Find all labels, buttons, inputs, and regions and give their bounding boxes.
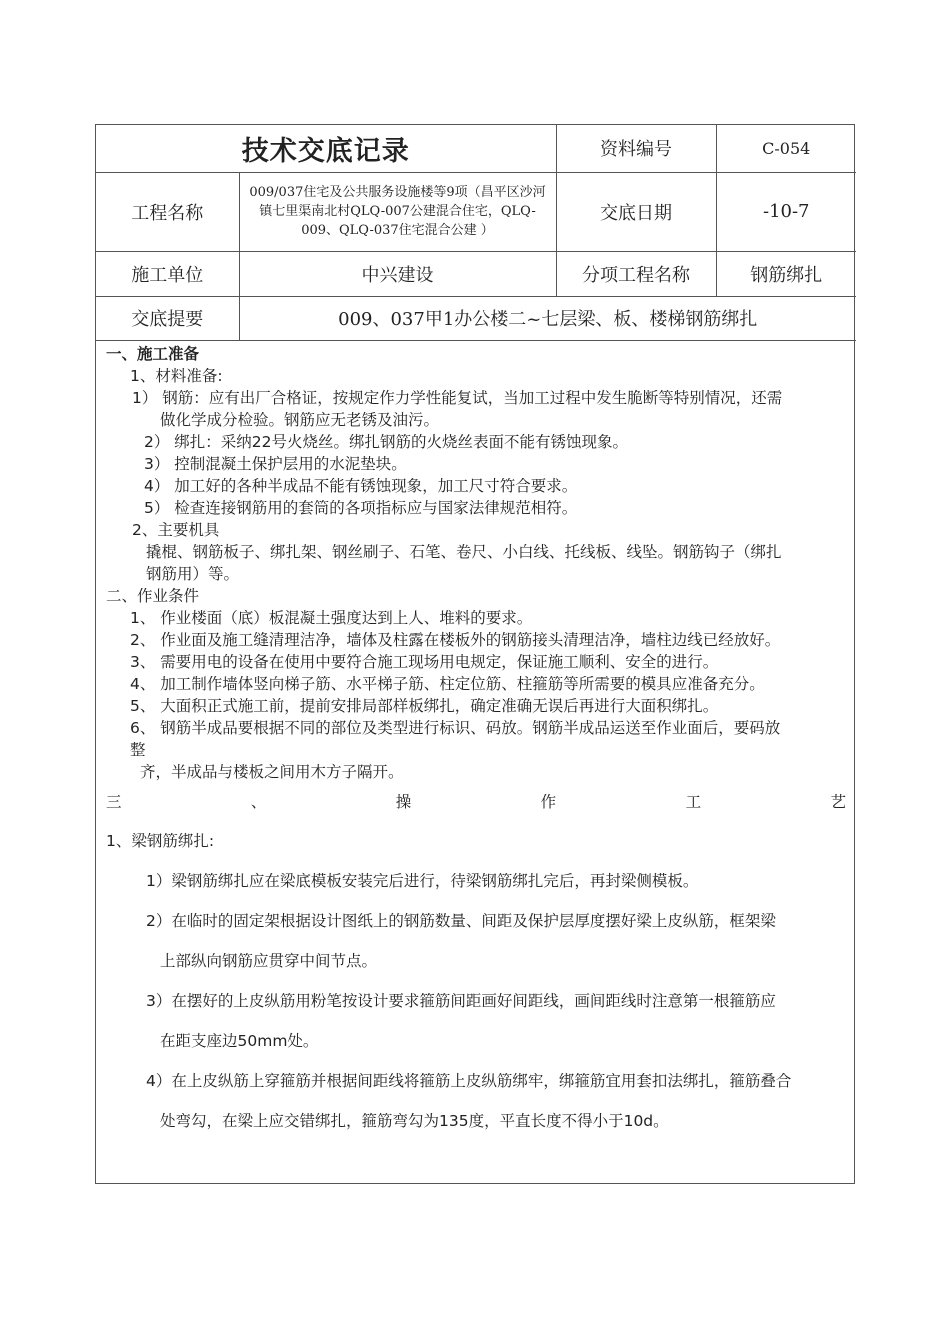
heading-char: 、 xyxy=(250,793,267,811)
subproject-label: 分项工程名称 xyxy=(556,251,716,296)
doc-no-label: 资料编号 xyxy=(556,125,716,172)
subproject-value: 钢筋绑扎 xyxy=(716,251,856,296)
heading-char: 工 xyxy=(685,793,702,811)
list-item: 5） 检查连接钢筋用的套筒的各项指标应与国家法律规范相符。 xyxy=(144,499,578,517)
list-item-cont: 齐，半成品与楼板之间用木方子隔开。 xyxy=(140,763,404,781)
heading-char: 三 xyxy=(106,793,122,811)
list-item: 2、 作业面及施工缝清理洁净，墙体及柱露在楼板外的钢筋接头清理洁净，墙柱边线已经放好。 xyxy=(130,631,781,649)
heading-char: 操 xyxy=(395,793,412,811)
list-item: 撬棍、钢筋板子、绑扎架、钢丝刷子、石笔、卷尺、小白线、托线板、线坠。钢筋钩子（绑扎 xyxy=(146,543,782,561)
tech-briefing-form xyxy=(95,124,855,1184)
project-value: 009/037住宅及公共服务设施楼等9项（昌平区沙河镇七里渠南北村QLQ-007公建混合住宅，QLQ-009、QLQ-037住宅混合公建 ） xyxy=(239,172,556,251)
list-item-cont: 在距支座边50mm处。 xyxy=(160,1032,319,1050)
heading-char: 艺 xyxy=(830,793,846,811)
list-item: 3、 需要用电的设备在使用中要符合施工现场用电规定，保证施工顺利、安全的进行。 xyxy=(130,653,719,671)
project-label: 工程名称 xyxy=(96,172,239,251)
list-item: 4） 加工好的各种半成品不能有锈蚀现象，加工尺寸符合要求。 xyxy=(144,477,578,495)
subsection-heading: 1、梁钢筋绑扎: xyxy=(106,832,215,850)
list-item: 1）梁钢筋绑扎应在梁底模板安装完后进行，待梁钢筋绑扎完后，再封梁侧模板。 xyxy=(146,872,699,890)
operations-section xyxy=(106,821,846,1141)
list-item-cont: 整 xyxy=(130,741,146,759)
list-item-cont: 上部纵向钢筋应贯穿中间节点。 xyxy=(160,952,378,970)
briefing-content xyxy=(106,343,846,1141)
doc-no-value: C-054 xyxy=(716,125,856,172)
summary-value: 009、037甲1办公楼二~七层梁、板、楼梯钢筋绑扎 xyxy=(239,296,856,340)
summary-label: 交底提要 xyxy=(96,296,239,340)
list-item-cont: 做化学成分检验。钢筋应无老锈及油污。 xyxy=(160,411,440,429)
unit-label: 施工单位 xyxy=(96,251,239,296)
list-item: 2）在临时的固定架根据设计图纸上的钢筋数量、间距及保护层厚度摆好梁上皮纵筋，框架梁 xyxy=(146,912,776,930)
page-title: 技术交底记录 xyxy=(96,125,556,172)
header-table xyxy=(96,125,856,341)
date-label: 交底日期 xyxy=(556,172,716,251)
unit-value: 中兴建设 xyxy=(239,251,556,296)
list-item: 4）在上皮纵筋上穿箍筋并根据间距线将箍筋上皮纵筋绑牢，绑箍筋宜用套扣法绑扎，箍筋叠合 xyxy=(146,1072,792,1090)
heading-char: 作 xyxy=(540,793,557,811)
section-heading: 二、作业条件 xyxy=(106,587,200,605)
section-heading: 一、施工准备 xyxy=(106,345,200,363)
list-item: 3）在摆好的上皮纵筋用粉笔按设计要求箍筋间距画好间距线，画间距线时注意第一根箍筋应 xyxy=(146,992,776,1010)
list-item: 1） 钢筋：应有出厂合格证，按规定作力学性能复试，当加工过程中发生脆断等特别情况，还需 xyxy=(132,389,783,407)
section-heading-spread xyxy=(106,791,846,813)
list-item: 3） 控制混凝土保护层用的水泥垫块。 xyxy=(144,455,407,473)
list-item-cont: 处弯勾，在梁上应交错绑扎，箍筋弯勾为135度，平直长度不得小于10d。 xyxy=(160,1112,669,1130)
subsection-heading: 2、主要机具 xyxy=(132,521,220,539)
subsection-heading: 1、材料准备: xyxy=(130,367,223,385)
list-item: 6、 钢筋半成品要根据不同的部位及类型进行标识、码放。钢筋半成品运送至作业面后，要码放 xyxy=(130,719,781,737)
list-item: 1、 作业楼面（底）板混凝土强度达到上人、堆料的要求。 xyxy=(130,609,533,627)
list-item: 2） 绑扎：采纳22号火烧丝。绑扎钢筋的火烧丝表面不能有锈蚀现象。 xyxy=(144,433,629,451)
list-item: 4、 加工制作墙体竖向梯子筋、水平梯子筋、柱定位筋、柱箍筋等所需要的模具应准备充分。 xyxy=(130,675,765,693)
list-item: 5、 大面积正式施工前，提前安排局部样板绑扎，确定准确无误后再进行大面积绑扎。 xyxy=(130,697,719,715)
list-item-cont: 钢筋用）等。 xyxy=(146,565,240,583)
date-value: -10-7 xyxy=(716,172,856,251)
